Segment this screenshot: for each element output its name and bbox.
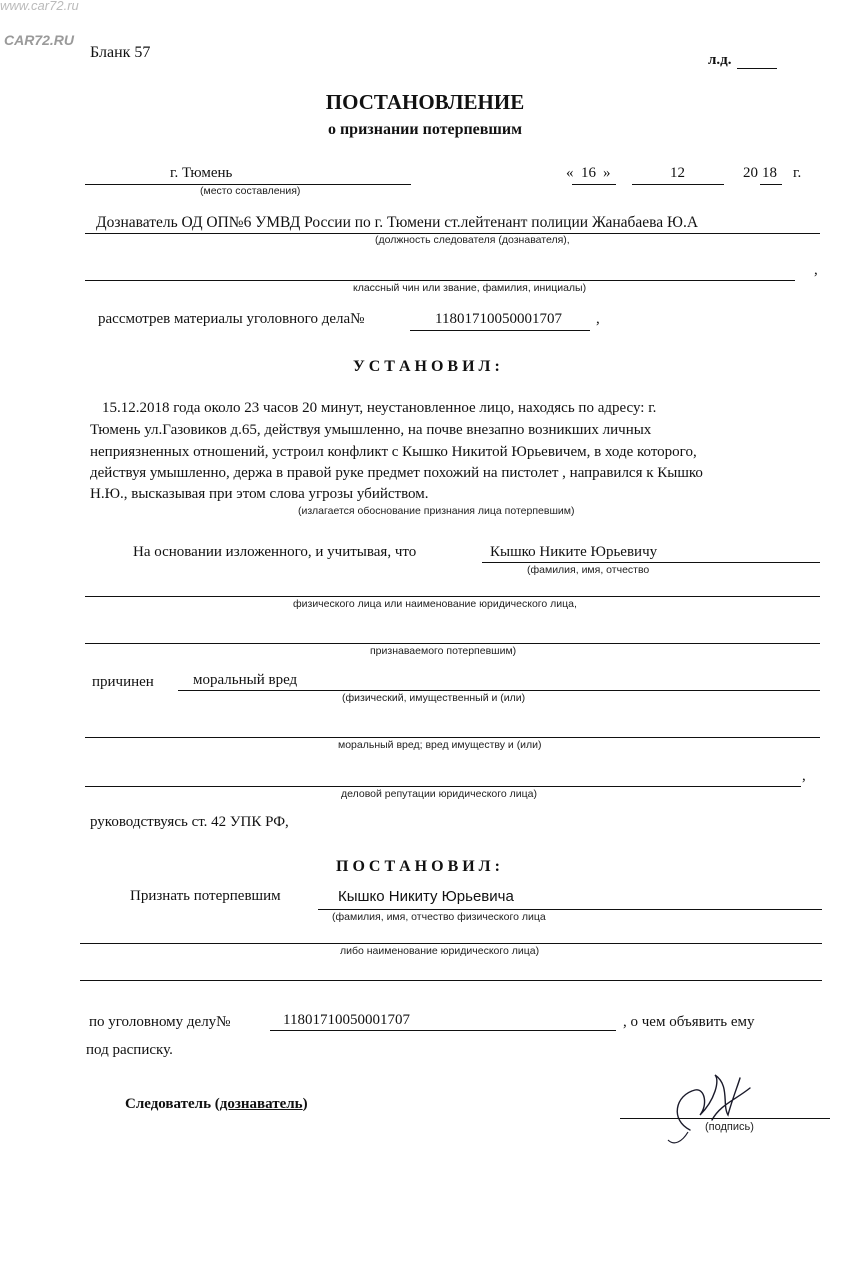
signature-line: [620, 1118, 830, 1119]
place-value: г. Тюмень: [170, 165, 233, 181]
resolved-heading: П О С Т А Н О В И Л :: [336, 858, 500, 875]
signature-label-pre: Следователь (: [125, 1096, 220, 1112]
resolved-caption-2: либо наименование юридического лица): [340, 945, 540, 957]
established-line-1: 15.12.2018 года около 23 часов 20 минут, неустановленное лицо, находясь по адресу: г.: [102, 400, 657, 416]
basis-label: На основании изложенного, и учитывая, что: [133, 544, 417, 560]
rank-comma: ,: [814, 262, 818, 278]
day-line: [572, 184, 616, 185]
review-case-line: [410, 330, 590, 331]
established-caption: (излагается обоснование признания лица потерпевшим): [298, 505, 575, 517]
basis-caption-3: признаваемого потерпевшим): [370, 645, 517, 657]
basis-line-3: [85, 643, 820, 644]
investigator-caption: (должность следователя (дознавателя),: [375, 234, 570, 246]
month-line: [632, 184, 724, 185]
date-year-prefix: 20: [743, 165, 758, 181]
signature-caption: (подпись): [705, 1121, 754, 1133]
harm-comma: ,: [802, 768, 806, 784]
signature-label-underlined: дознаватель: [219, 1096, 303, 1112]
resolved-line-2: [80, 943, 822, 944]
harm-caption-3: деловой репутации юридического лица): [341, 788, 537, 800]
resolved-caption-1: (фамилия, имя, отчество физического лица: [332, 911, 546, 923]
signature-label-post: ): [302, 1096, 308, 1112]
case-number: 11801710050001707: [283, 1012, 410, 1028]
date-month: 12: [670, 165, 685, 181]
doc-subtitle: о признании потерпевшим: [327, 121, 523, 138]
harm-label: причинен: [92, 674, 154, 690]
resolved-name: Кышко Никиту Юрьевича: [338, 888, 514, 905]
basis-line-2: [85, 596, 820, 597]
case-line-2: под расписку.: [86, 1042, 173, 1058]
investigator-text: Дознаватель ОД ОП№6 УМВД России по г. Тюмени ст.лейтенант полиции Жанабаева Ю.А: [96, 214, 699, 231]
case-number-line: [270, 1030, 616, 1031]
harm-line: [178, 690, 820, 691]
ld-text: л.д.: [708, 52, 732, 68]
watermark-logo: CAR72.RU: [4, 32, 75, 48]
date-quote-close: »: [603, 165, 611, 181]
resolved-label: Признать потерпевшим: [130, 888, 281, 904]
basis-name: Кышко Никите Юрьевичу: [490, 544, 658, 560]
watermark-url: www.car72.ru: [0, 0, 79, 13]
harm-value: моральный вред: [193, 672, 298, 688]
case-tail: , о чем объявить ему: [623, 1014, 755, 1030]
handwritten-signature: [660, 1060, 780, 1150]
ld-line: [737, 68, 777, 69]
rank-line: [85, 280, 795, 281]
established-line-5: Н.Ю., высказывая при этом слова угрозы убийством.: [90, 486, 429, 502]
harm-line-3: [85, 786, 801, 787]
basis-name-line: [482, 562, 820, 563]
guided-text: руководствуясь ст. 42 УПК РФ,: [90, 814, 289, 830]
case-label: по уголовному делу№: [89, 1014, 231, 1030]
form-label: Бланк 57: [90, 44, 151, 61]
date-year-suffix: 18: [762, 165, 777, 181]
date-day: 16: [581, 165, 596, 181]
established-heading: У С Т А Н О В И Л :: [353, 358, 500, 375]
ld-label: [708, 52, 732, 69]
rank-caption: классный чин или звание, фамилия, инициалы): [353, 282, 587, 294]
harm-line-2: [85, 737, 820, 738]
basis-caption-2: физического лица или наименование юридического лица,: [293, 598, 577, 610]
doc-title: ПОСТАНОВЛЕНИЕ: [325, 90, 525, 114]
resolved-line-3: [80, 980, 822, 981]
review-label: рассмотрев материалы уголовного дела№: [98, 311, 365, 327]
harm-caption-1: (физический, имущественный и (или): [342, 692, 526, 704]
harm-caption-2: моральный вред; вред имуществу и (или): [338, 739, 542, 751]
date-year-label: г.: [793, 165, 802, 181]
place-caption: (место составления): [200, 185, 301, 197]
year-line: [760, 184, 782, 185]
basis-caption-1: (фамилия, имя, отчество: [527, 564, 650, 576]
established-line-3: неприязненных отношений, устроил конфликт с Кышко Никитой Юрьевичем, в ходе которого,: [90, 444, 697, 460]
established-line-2: Тюмень ул.Газовиков д.65, действуя умышленно, на почве внезапно возникших личных: [90, 422, 652, 438]
date-quote-open: «: [566, 165, 574, 181]
review-case-number: 11801710050001707: [435, 311, 562, 327]
review-comma: ,: [596, 311, 600, 327]
established-line-4: действуя умышленно, держа в правой руке предмет похожий на пистолет , направился к Кышко: [90, 465, 703, 481]
signature-label: [125, 1096, 308, 1113]
resolved-name-line: [318, 909, 822, 910]
